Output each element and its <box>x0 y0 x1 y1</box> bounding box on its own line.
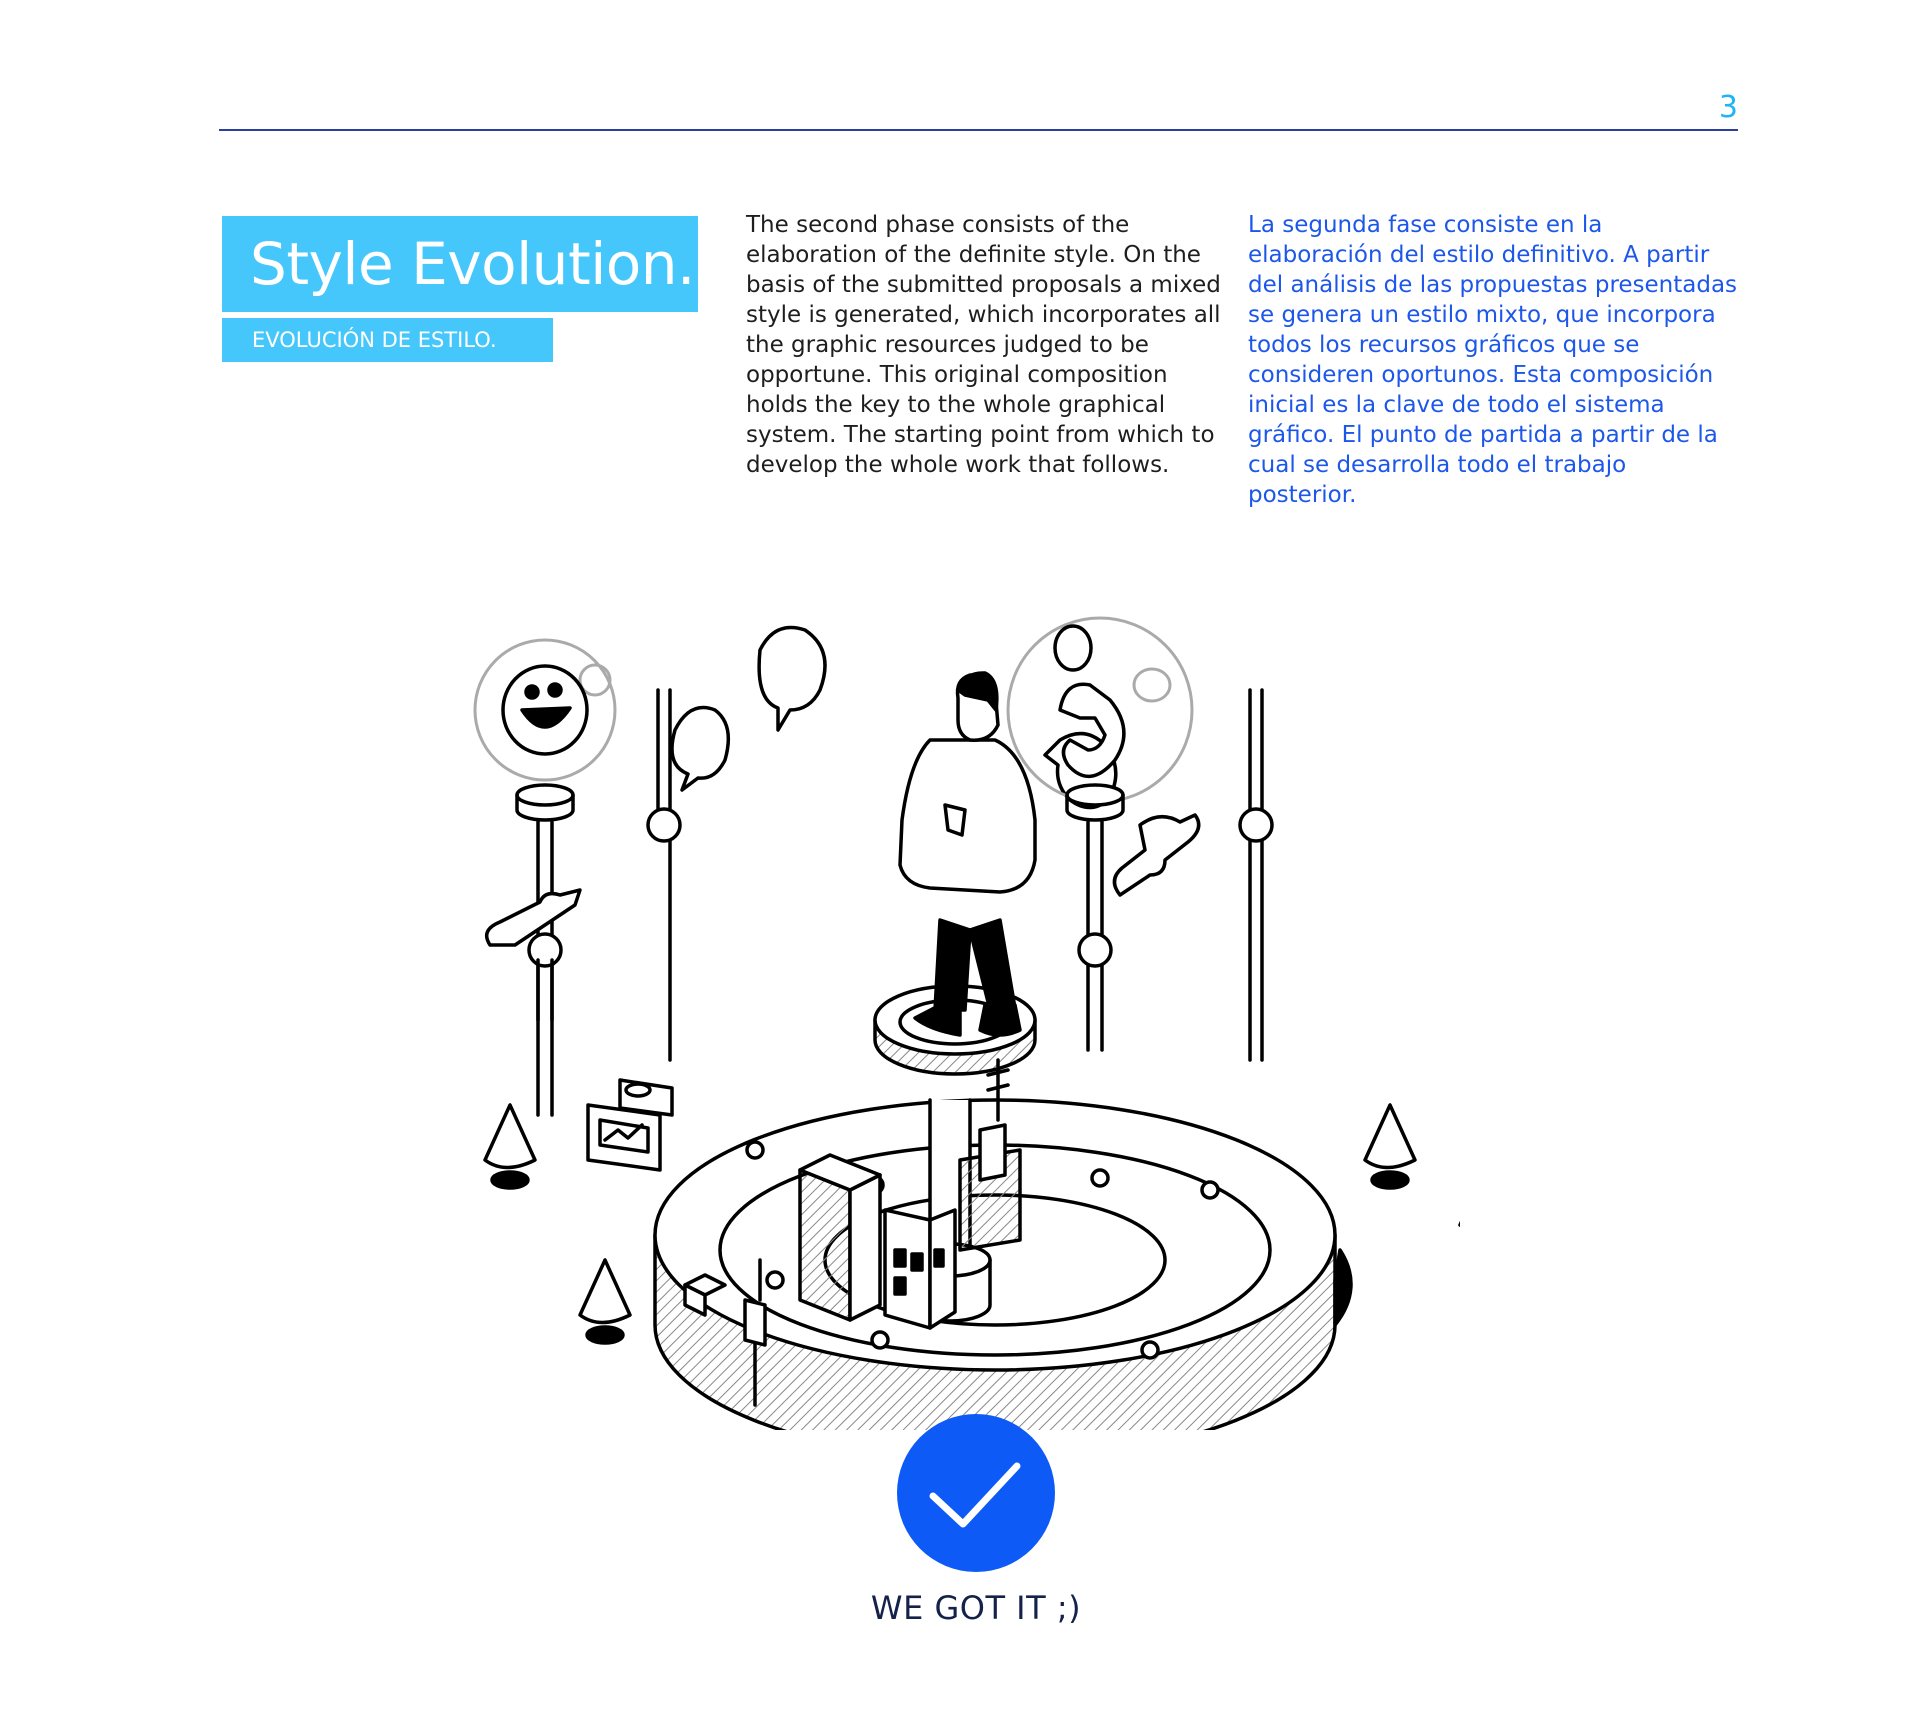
check-badge <box>897 1414 1055 1572</box>
speech-bubble-icon <box>672 628 1116 808</box>
body-text-spanish: La segunda fase consiste en la elaboración del estilo definitivo. A partir del análisis de las propuestas presentadas se genera un estilo mixto, que incorpora todos los recursos gráficos que se consideren oportunos. Esta composición inicial es la clave de todo el sistema gráfico. El punto de partida a partir de la cual se desarrolla todo el trabajo posterior. <box>1248 212 1738 508</box>
body-text-english: The second phase consists of the elaboration of the definite style. On the basis of the submitted proposals a mixed style is generated, which incorporates all the graphic resources judged to be opportune. This original composition holds the key to the whole graphical system. The starting point from which to develop the whole work that follows. <box>746 212 1221 478</box>
person-figure <box>900 673 1035 1035</box>
page-number: 3 <box>1718 90 1738 125</box>
chart-icon <box>588 1080 672 1170</box>
check-icon <box>897 1414 1055 1572</box>
page-subtitle: EVOLUCIÓN DE ESTILO. <box>222 318 553 362</box>
cloud-icon <box>487 815 1199 945</box>
page-title: Style Evolution. <box>222 216 698 312</box>
question-mark-icon <box>1008 618 1192 820</box>
isometric-city-illustration <box>460 560 1460 1430</box>
smiley-icon <box>475 640 615 820</box>
header-rule <box>219 129 1738 131</box>
caption: WE GOT IT ;) <box>870 1589 1082 1627</box>
